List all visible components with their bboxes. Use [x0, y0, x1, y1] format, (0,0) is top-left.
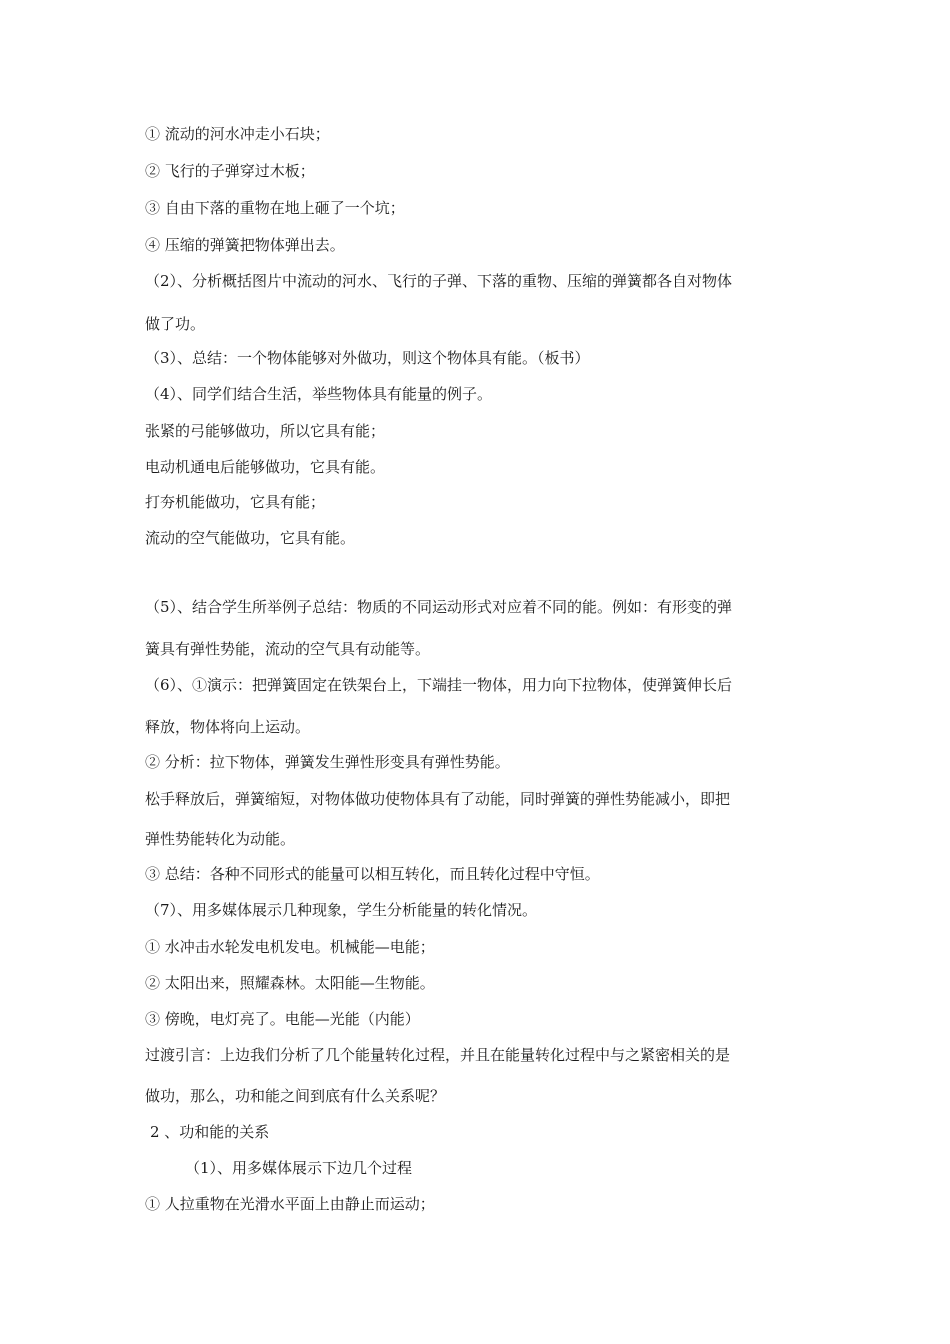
paragraph-line: ③ 总结：各种不同形式的能量可以相互转化，而且转化过程中守恒。 — [145, 865, 600, 883]
paragraph-line: 做了功。 — [145, 315, 206, 333]
paragraph-line: 流动的空气能做功，它具有能。 — [145, 529, 356, 547]
paragraph-line: 簧具有弹性势能，流动的空气具有动能等。 — [145, 640, 431, 658]
paragraph-line: （6）、①演示：把弹簧固定在铁架台上，下端挂一物体，用力向下拉物体，使弹簧伸长后 — [145, 676, 733, 694]
paragraph-line: （1）、用多媒体展示下边几个过程 — [185, 1159, 413, 1177]
paragraph-line: 释放，物体将向上运动。 — [145, 718, 311, 736]
paragraph-line: 弹性势能转化为动能。 — [145, 830, 296, 848]
paragraph-line: 打夯机能做功，它具有能； — [145, 493, 326, 511]
list-item: ② 太阳出来，照耀森林。太阳能—生物能。 — [145, 974, 435, 992]
section-heading: 2 、功和能的关系 — [150, 1123, 270, 1141]
paragraph-line: ② 分析：拉下物体，弹簧发生弹性形变具有弹性势能。 — [145, 753, 510, 771]
list-item: ③ 自由下落的重物在地上砸了一个坑； — [145, 199, 405, 217]
list-item: ① 流动的河水冲走小石块； — [145, 125, 330, 143]
list-item: ① 水冲击水轮发电机发电。机械能—电能； — [145, 938, 435, 956]
paragraph-line: 松手释放后，弹簧缩短，对物体做功使物体具有了动能，同时弹簧的弹性势能减小，即把 — [145, 790, 731, 808]
paragraph-line: 过渡引言：上边我们分析了几个能量转化过程，并且在能量转化过程中与之紧密相关的是 — [145, 1046, 731, 1064]
list-item: ① 人拉重物在光滑水平面上由静止而运动； — [145, 1195, 435, 1213]
paragraph-line: 电动机通电后能够做功，它具有能。 — [145, 458, 386, 476]
list-item: ④ 压缩的弹簧把物体弹出去。 — [145, 236, 345, 254]
paragraph-line: （3）、总结：一个物体能够对外做功，则这个物体具有能。（板书） — [145, 349, 590, 367]
paragraph-line: （5）、结合学生所举例子总结：物质的不同运动形式对应着不同的能。例如：有形变的弹 — [145, 598, 733, 616]
paragraph-line: （2）、分析概括图片中流动的河水、飞行的子弹、下落的重物、压缩的弹簧都各自对物体 — [145, 272, 733, 290]
list-item: ③ 傍晚，电灯亮了。电能—光能（内能） — [145, 1010, 420, 1028]
paragraph-line: （4）、同学们结合生活，举些物体具有能量的例子。 — [145, 385, 493, 403]
paragraph-line: 张紧的弓能够做功，所以它具有能； — [145, 422, 386, 440]
paragraph-line: （7）、用多媒体展示几种现象，学生分析能量的转化情况。 — [145, 901, 538, 919]
list-item: ② 飞行的子弹穿过木板； — [145, 162, 315, 180]
paragraph-line: 做功，那么，功和能之间到底有什么关系呢？ — [145, 1087, 446, 1105]
